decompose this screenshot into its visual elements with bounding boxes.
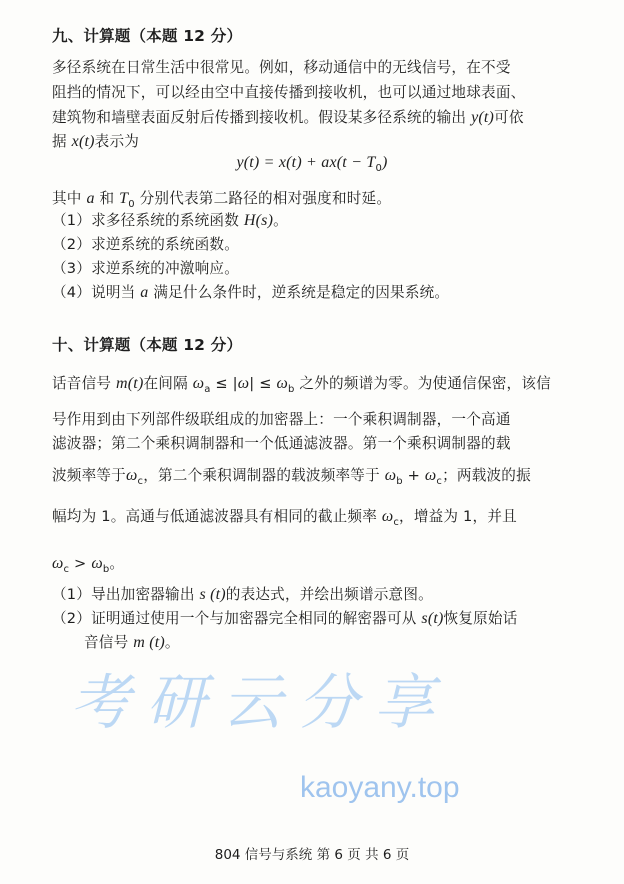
subscript: c xyxy=(393,516,400,528)
text-run: 九、计算题（本题 12 分） xyxy=(52,27,243,45)
text-run: 号作用到由下列部件级联组成的加密器上：一个乘积调制器，一个高通 xyxy=(52,411,511,428)
watermark-url: kaoyany.top xyxy=(300,771,460,804)
text-run: 之外的频谱为零。为使通信保密，该信 xyxy=(294,375,551,392)
subscript: b xyxy=(102,563,110,575)
math-text: x(t) xyxy=(71,133,95,150)
math-text: ) xyxy=(382,154,388,171)
math-text: ω xyxy=(91,555,103,572)
text-run: 十、计算题（本题 12 分） xyxy=(52,336,243,354)
text-run: （2）证明通过使用一个与加密器完全相同的解密器可从 xyxy=(52,610,422,627)
question-10-2 xyxy=(52,607,518,628)
p9-line-5 xyxy=(52,187,391,210)
p9-line-2 xyxy=(52,81,525,102)
text-run: 建筑物和墙壁表面反射后传播到接收机。假设某多径系统的输出 xyxy=(52,109,472,126)
math-text: H(s) xyxy=(243,212,274,229)
question-9-3 xyxy=(52,257,239,278)
subscript: 0 xyxy=(375,163,382,175)
text-run: 话音信号 xyxy=(52,375,117,392)
text-run: 滤波器；第二个乘积调制器和一个低通滤波器。第一个乘积调制器的载 xyxy=(52,435,511,452)
p10-line-5 xyxy=(52,505,517,528)
question-9-4 xyxy=(52,281,449,302)
text-run: 据 xyxy=(52,133,72,150)
math-text: ω xyxy=(424,467,437,484)
text-run: ，增益为 1，并且 xyxy=(399,508,517,525)
subscript: c xyxy=(137,475,144,487)
page-footer: 804 信号与系统 第 6 页 共 6 页 xyxy=(214,847,410,863)
text-run: （2）求逆系统的系统函数。 xyxy=(52,236,240,253)
math-text: y(t) = x(t) + ax(t − T xyxy=(236,154,376,171)
text-run: > xyxy=(69,555,92,572)
text-run: 恢复原始话 xyxy=(443,610,518,627)
question-10-1 xyxy=(52,583,433,604)
p10-line-1 xyxy=(52,372,551,395)
math-text: ω xyxy=(52,555,64,572)
p10-line-3 xyxy=(52,432,511,453)
text-run: （3）求逆系统的冲激响应。 xyxy=(52,260,240,277)
text-run: 幅均为 1。高通与低通滤波器具有相同的截止频率 xyxy=(52,508,382,525)
question-9-2 xyxy=(52,233,239,254)
p9-line-1 xyxy=(52,56,511,77)
p9-line-4 xyxy=(52,130,139,151)
text-run: 音信号 xyxy=(84,634,134,651)
text-run: （1）求多径系统的系统函数 xyxy=(52,212,244,229)
text-run: 。 xyxy=(109,555,125,572)
section-9-title xyxy=(52,24,242,46)
watermark-chinese: 考研云分享 xyxy=(70,668,450,738)
math-text: s(t) xyxy=(421,610,444,627)
text-run: 多径系统在日常生活中很常见。例如，移动通信中的无线信号，在不受 xyxy=(52,59,511,76)
question-9-1 xyxy=(52,209,288,230)
math-text: m(t) xyxy=(116,375,144,392)
text-run: 在间隔 xyxy=(143,375,193,392)
math-text: ω xyxy=(381,508,394,525)
text-run: | ≤ xyxy=(249,375,277,392)
text-run: ，第二个乘积调制器的载波频率等于 xyxy=(143,467,385,484)
p10-line-6 xyxy=(52,552,124,575)
equation xyxy=(0,153,624,174)
subscript: a xyxy=(204,383,211,395)
p9-line-3 xyxy=(52,106,524,127)
text-run: 波频率等于 xyxy=(52,467,126,484)
text-run: 其中 xyxy=(52,190,87,207)
subscript: b xyxy=(396,475,403,487)
text-run: 可依 xyxy=(494,109,524,126)
text-run: 的表达式，并绘出频谱示意图。 xyxy=(225,586,433,603)
section-10-title xyxy=(52,333,242,355)
subscript: c xyxy=(436,475,443,487)
text-run: + xyxy=(402,467,425,484)
math-text: m (t) xyxy=(133,634,165,651)
p10-line-2 xyxy=(52,408,511,429)
math-text: ω xyxy=(237,375,250,392)
text-run: 和 xyxy=(94,190,120,207)
text-run: 满足什么条件时，逆系统是稳定的因果系统。 xyxy=(148,284,450,301)
text-run: 。 xyxy=(164,634,180,651)
text-run: （1）导出加密器输出 xyxy=(52,586,200,603)
math-text: ω xyxy=(192,375,205,392)
text-run: ≤ | xyxy=(210,375,238,392)
text-run: 阻挡的情况下，可以经由空中直接传播到接收机，也可以通过地球表面、 xyxy=(52,84,526,101)
text-run: （4）说明当 xyxy=(52,284,141,301)
p10-line-4 xyxy=(52,464,531,487)
text-run: 分别代表第二路径的相对强度和时延。 xyxy=(134,190,392,207)
text-run: ；两载波的振 xyxy=(442,467,531,484)
text-run: 。 xyxy=(273,212,288,229)
math-text: ω xyxy=(384,467,397,484)
text-run: 表示为 xyxy=(94,133,140,150)
math-text: y(t) xyxy=(471,109,495,126)
math-text: ω xyxy=(125,467,138,484)
math-text: a xyxy=(140,284,149,301)
math-text: s (t) xyxy=(199,586,226,603)
subscript: b xyxy=(288,383,295,395)
subscript: c xyxy=(63,563,70,575)
question-10-2-cont xyxy=(84,631,180,652)
math-text: T xyxy=(119,190,129,207)
math-text: ω xyxy=(276,375,289,392)
math-text: a xyxy=(86,190,95,207)
subscript: 0 xyxy=(128,198,135,210)
